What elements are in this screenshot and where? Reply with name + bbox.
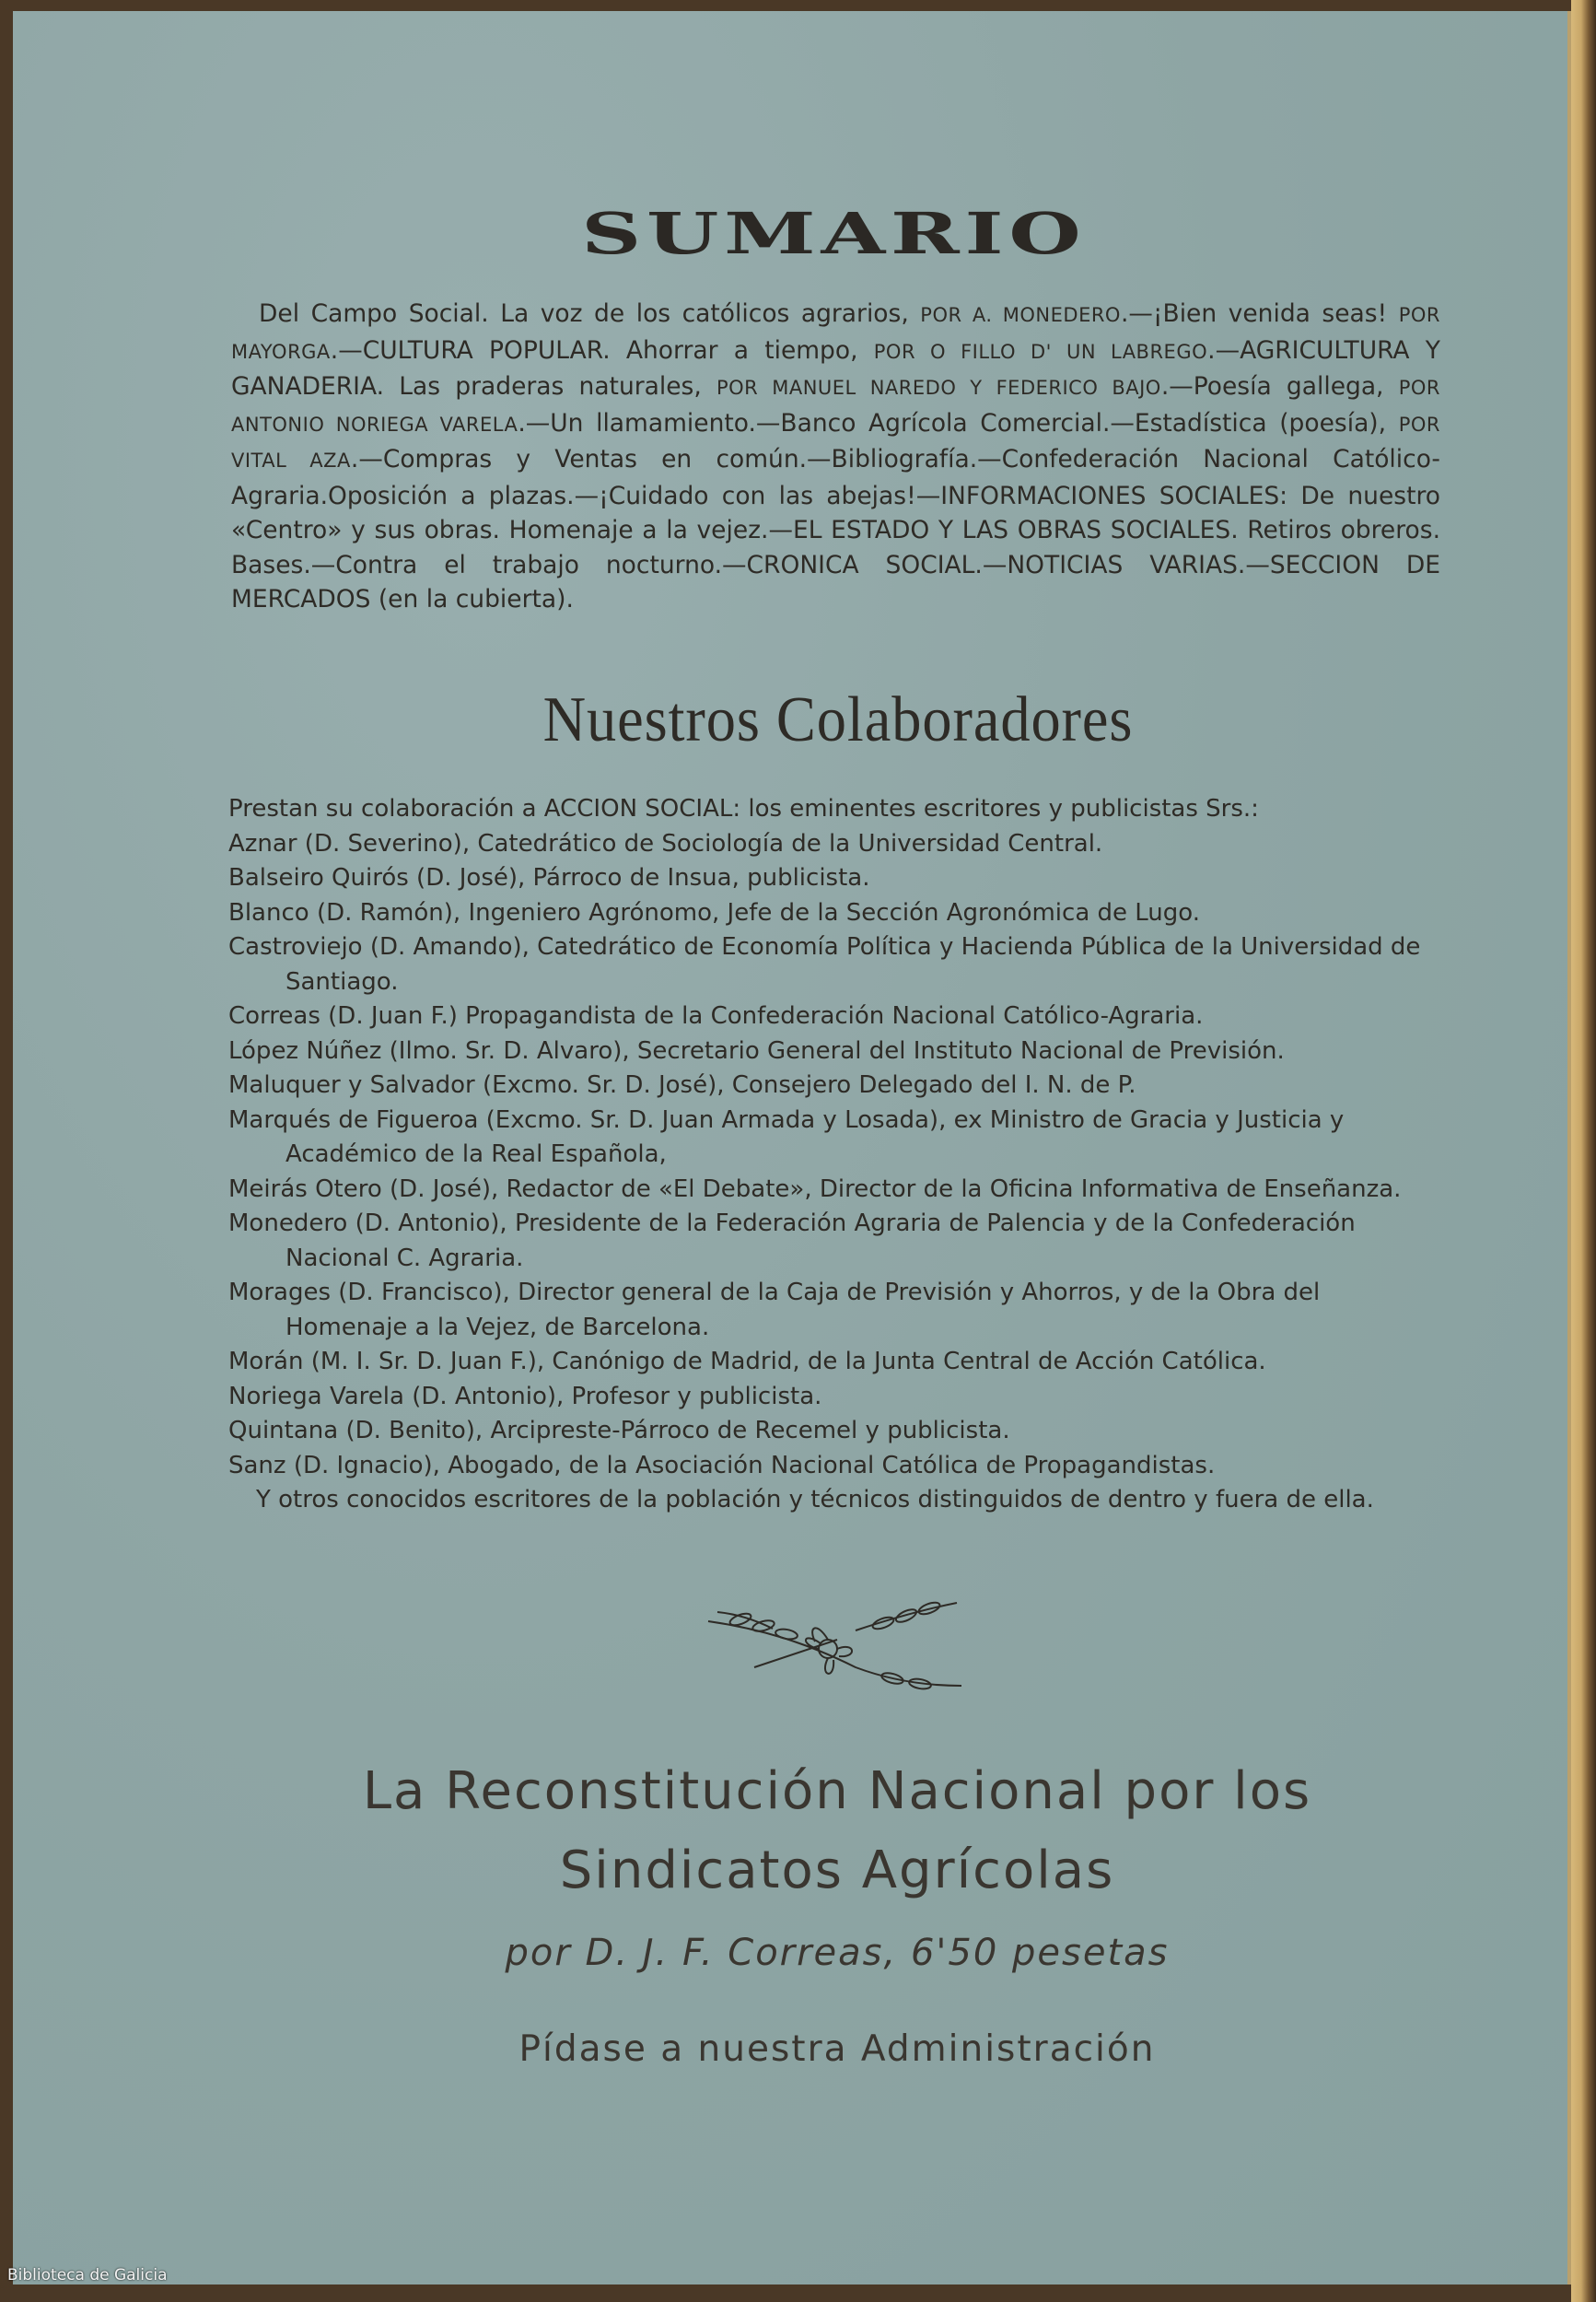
sumario-paragraph [231, 297, 1440, 617]
colaboradores-list [228, 827, 1444, 1484]
sumario-author: POR MANUEL NAREDO Y FEDERICO BAJO [716, 377, 1161, 399]
advert-title-line1: La Reconstitución Nacional por los [362, 1761, 1312, 1821]
colaboradores-closing: Y otros conocidos escritores de la población y técnicos distinguidos de dentro y fuera de ella. [256, 1486, 1374, 1513]
sumario-text: Del Campo Social. La voz de los católicos agrarios, [259, 299, 921, 328]
sumario-text: .—Poesía gallega, [1160, 372, 1399, 401]
floral-ornament-icon [699, 1594, 966, 1695]
sumario-author: POR A. MONEDERO [920, 304, 1121, 326]
sumario-author: POR ANTONIO NORIEGA VARELA [231, 377, 1440, 436]
advert-title-line2: Sindicatos Agrícolas [559, 1840, 1115, 1900]
colaboradores-section [228, 792, 1444, 1518]
colaborador-entry: Balseiro Quirós (D. José), Párroco de Insua, publicista. [228, 864, 870, 892]
colaborador-entry: Meirás Otero (D. José), Redactor de «El Debate», Director de la Oficina Informativa de Enseñanza. [228, 1174, 1402, 1203]
sumario-body [231, 297, 1440, 617]
sumario-text: .—Compras y Ventas en común.—Bibliografía.—Confederación Nacional Católico-Agraria.Oposición a plazas.—¡Cuidado con las abejas!—INFORMACIONES SOCIALES: De nuestro «Centro» y sus obras. Homenaje a la vejez.—EL ESTADO Y LAS OBRAS SOCIALES. Retiros obreros. Bases.—Contra el trabajo nocturno.—CRONICA SOCIAL.—NOTICIAS VARIAS.—SECCION DE MERCADOS (en la cubierta). [231, 445, 1440, 613]
sumario-author: POR VITAL AZA [231, 413, 1440, 472]
colaborador-entry: Quintana (D. Benito), Arcipreste-Párroco de Recemel y publicista. [228, 1417, 1010, 1444]
sumario-text: .—AGRICULTURA Y GANADERIA. Las praderas naturales, [231, 335, 1440, 401]
colaborador-entry: Sanz (D. Ignacio), Abogado, de la Asociación Nacional Católica de Propagandistas. [228, 1451, 1216, 1479]
colaborador-entry: Blanco (D. Ramón), Ingeniero Agrónomo, Jefe de la Sección Agronómica de Lugo. [228, 898, 1201, 927]
colaboradores-title: Nuestros Colaboradores [542, 684, 1134, 755]
sumario-title: SUMARIO [581, 200, 1087, 267]
colaborador-entry: López Núñez (Ilmo. Sr. D. Alvaro), Secretario General del Instituto Nacional de Previsión. [228, 1036, 1285, 1065]
colaborador-entry: Monedero (D. Antonio), Presidente de la Federación Agraria de Palencia y de la Confederación Nacional C. Agraria. [228, 1209, 1356, 1272]
colaborador-entry: Aznar (D. Severino), Catedrático de Sociología de la Universidad Central. [228, 829, 1103, 858]
colaborador-entry: Marqués de Figueroa (Excmo. Sr. D. Juan Armada y Losada), ex Ministro de Gracia y Justicia y Académico de la Real Española, [228, 1105, 1345, 1168]
advert-title [13, 1752, 1596, 1911]
colaborador-entry: Castroviejo (D. Amando), Catedrático de Economía Política y Hacienda Pública de la Universidad de Santiago. [228, 933, 1421, 996]
colaborador-entry: Correas (D. Juan F.) Propagandista de la Confederación Nacional Católico-Agraria. [228, 1002, 1204, 1030]
colaborador-entry: Maluquer y Salvador (Excmo. Sr. D. José), Consejero Delegado del I. N. de P. [228, 1071, 1136, 1099]
colaborador-entry: Morán (M. I. Sr. D. Juan F.), Canónigo de Madrid, de la Junta Central de Acción Católica. [228, 1348, 1266, 1375]
colaborador-entry: Morages (D. Francisco), Director general de la Caja de Previsión y Ahorros, y de la Obra del Homenaje a la Vejez, de Barcelona. [228, 1279, 1321, 1341]
document-page [13, 11, 1571, 2284]
advert-order: Pídase a nuestra Administración [518, 2028, 1156, 2070]
sumario-author: POR MAYORGA [231, 304, 1440, 363]
colaborador-entry: Noriega Varela (D. Antonio), Profesor y publicista. [228, 1382, 822, 1410]
sumario-author: POR O FILLO D' UN LABREGO [873, 340, 1208, 363]
advert-author-price: por D. J. F. Correas, 6'50 pesetas [505, 1932, 1170, 1974]
colaboradores-intro: Prestan su colaboración a ACCION SOCIAL: los eminentes escritores y publicistas Srs.: [228, 795, 1259, 823]
sumario-text: .—¡Bien venida seas! [1120, 299, 1399, 328]
sumario-text: .—Un llamamiento.—Banco Agrícola Comercial.—Estadística (poesía), [518, 408, 1399, 438]
library-watermark: Biblioteca de Galicia [7, 2266, 168, 2284]
sumario-text: .—CULTURA POPULAR. Ahorrar a tiempo, [330, 335, 874, 365]
